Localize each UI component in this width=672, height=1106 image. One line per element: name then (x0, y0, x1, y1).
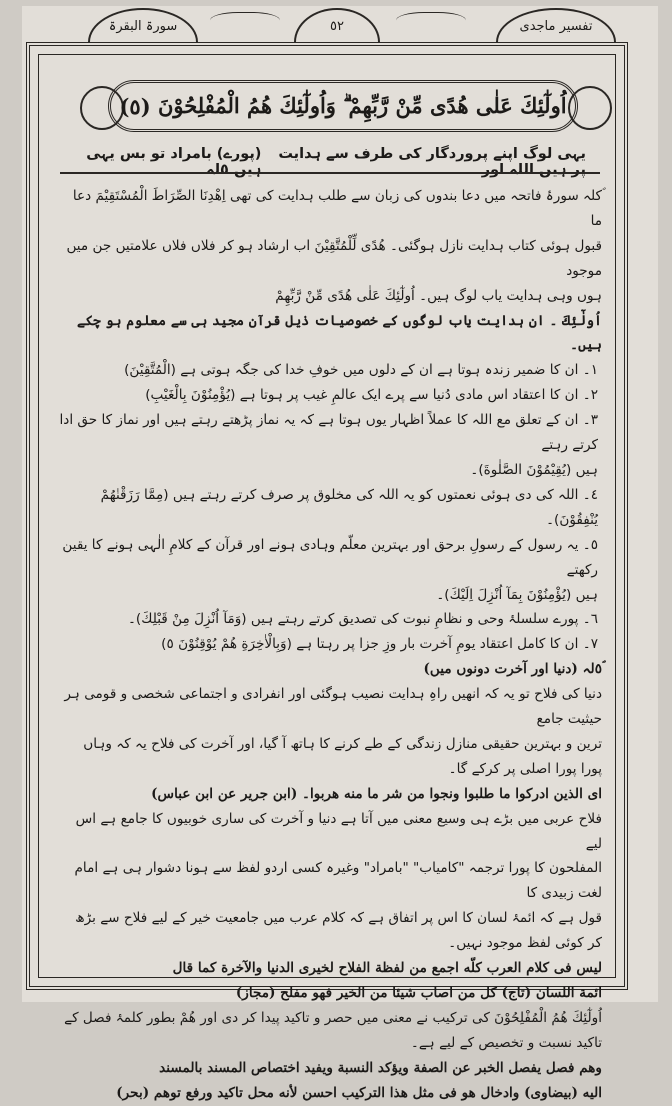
commentary-line: ہوں وہی ہدایت یاب لوگ ہیں۔ اُولٰٓئِكَ عَلٰى هُدًى مِّنْ رَّبِّهِمْ (275, 287, 602, 304)
list-item-continuation: ہیں (يُقِيْمُوْنَ الصَّلٰوةَ)۔ (470, 461, 598, 478)
commentary-body (58, 184, 602, 1106)
commentary-line: ؐکلہ سورۂ فاتحہ میں دعا بندوں کی زبان سے طلب ہدایت کی تھی اِهْدِنَا الصِّرَاطَ الْمُسْتَقِيْمَ دعا ما (72, 188, 602, 229)
header-scroll-ornament (210, 12, 280, 33)
verse-cartouche: اُولٰٓئِكَ عَلٰى هُدًى مِّنْ رَّبِّهِمْ ۗ وَاُولٰٓئِكَ هُمُ الْمُفْلِحُوْنَ ( ٥ ) (108, 80, 578, 132)
list-item: ٦۔ پورے سلسلۂ وحی و نظامِ نبوت کی تصدیق کرتے رہتے ہیں (وَمَآ اُنْزِلَ مِنْ قَبْلِكَ)۔ (127, 611, 598, 628)
commentary-line: تاکید نسبت و تخصیص کے لیے ہے۔ (410, 1034, 602, 1051)
page-number: ٥٢ (330, 18, 344, 34)
header-right-text: تفسیر ماجدی (519, 18, 593, 34)
commentary-line: فلاح عربی میں بڑے ہی وسیع معنی میں آتا ہے دنیا و آخرت کی ساری خوبیوں کا جامع ہے اس لیے (75, 810, 602, 852)
list-item: ٤۔ اللہ کی دی ہوئی نعمتوں کو یہ اللہ کی مخلوق پر صرف کرتے رہتے ہیں (مِمَّا رَزَقْنٰهُمْ يُنْفِقُوْنَ)۔ (100, 486, 598, 528)
list-item: ٣۔ ان کے تعلق مع اللہ کا عملاً اظہار یوں ہوتا ہے کہ یہ نماز پڑھتے رہتے ہیں اور نماز کا حق ادا کرتے رہتے (59, 412, 598, 454)
list-item: ٢۔ ان کا اعتقاد اس مادی دُنیا سے پرے ایک عالمِ غیب پر ہوتا ہے (يُؤْمِنُوْنَ بِالْغَيْبِ) (145, 387, 598, 404)
verse-text: اُولٰٓئِكَ عَلٰى هُدًى مِّنْ رَّبِّهِمْ ۗ وَاُولٰٓئِكَ هُمُ الْمُفْلِحُوْنَ (157, 93, 567, 118)
commentary-line: اُولٰٓئِكَ ۔ ان ہدایت یاب لوگوں کے خصوصیات ذیل قرآن مجید ہی سے معلوم ہو چکے ہیں۔ (77, 312, 602, 354)
header-left-text: سورۃ البقرۃ (108, 18, 178, 34)
list-item-continuation: ہیں (يُؤْمِنُوْنَ بِمَآ اُنْزِلَ اِلَيْكَ)۔ (436, 586, 598, 603)
header-scroll-ornament (396, 12, 466, 33)
translation-main: یہی لوگ اپنے پروردگار کی طرف سے ہدایت پر ہیں اللہ اور (278, 146, 586, 178)
arabic-quote-line: الیه (بیضاوی) وادخال هو فی مثل هذا الترکیب احسن لأنه محل تاکید ورفع توهم (بحر) (116, 1084, 602, 1101)
commentary-line: دنیا کی فلاح تو یہ کہ انھیں راہِ ہدایت نصیب ہوگئی اور انفرادی و اجتماعی شخصی و قومی ہر حیثیت جامع (64, 686, 602, 728)
commentary-line: اُولٰٓئِكَ هُمُ الْمُفْلِحُوْنَ کی ترکیب نے معنی میں حصر و تاکید پیدا کر دی اور هُمْ بطور کلمۂ فصل کے (64, 1009, 602, 1026)
translation-tail: (پورے) بامراد تو بس یہی ہیں ٥لہ (86, 146, 262, 178)
commentary-line: قبول ہوئی کتاب ہدایت نازل ہوگئی۔ هُدًى لِّلْمُتَّقِيْنَ اب ارشاد ہو کر فلاں فلاں علامتیں جن میں موجود (66, 237, 602, 279)
list-item: ٥۔ یہ رسول کے رسولِ برحق اور بہترین معلّم وہادی ہونے اور قرآن کے کلامِ الٰہی ہونے کا یقین رکھتے (62, 536, 598, 578)
translation-divider (60, 172, 600, 174)
footnote-heading: ؐ٥لہ (دنیا اور آخرت دونوں میں) (423, 661, 602, 678)
commentary-line: قول ہے کہ ائمۂ لسان کا اس پر اتفاق ہے کہ کلام عرب میں جامعیت خیر کے لیے فلاح سے بڑھ کر کوئی لفظ موجود نہیں۔ (75, 910, 602, 952)
list-item: ١۔ ان کا ضمیر زندہ ہوتا ہے ان کے دلوں میں خوفِ خدا کی جگہ ہوتی ہے (الْمُتَّقِيْنَ) (124, 362, 598, 379)
commentary-line: ترین و بہترین حقیقی منازل زندگی کے طے کرنے کا ہاتھ آ گیا، اور آخرت کی فلاح یہ کہ وہاں پورا پورا اصلی پر کرکے گا۔ (83, 735, 602, 777)
arabic-quote-line: ائمة اللسان (تاج) کل من اصاب شیئا من الخیر فهو مفلح (مجاز) (235, 985, 602, 1001)
arabic-quote-line: وهم فصل یفصل الخبر عن الصفة ویؤکد النسبة ویفید اختصاص المسند بالمسند (159, 1059, 602, 1076)
arabic-quote-line: لیس فی کلام العرب کلّه اجمع من لفظة الفلاح لخیری الدنیا والآخرة کما قال (172, 960, 602, 977)
arabic-quote-line: ای الذین ادرکوا ما طلبوا ونجوا من شر ما منه هربوا۔ (ابن جریر عن ابن عباس) (151, 785, 602, 802)
commentary-line: المفلحون کا پورا ترجمہ "کامیاب" "بامراد" وغیرہ کسی اردو لفظ سے ہونا دشوار ہی ہے امام لغت زبیدی کا (74, 860, 602, 902)
verse-number: ٥ (129, 93, 141, 119)
list-item: ٧۔ ان کا کامل اعتقاد یومِ آخرت بار وزِ جزا پر رہتا ہے (وَبِالْاٰخِرَةِ هُمْ يُوْقِنُوْنَ ٥) (161, 636, 598, 653)
